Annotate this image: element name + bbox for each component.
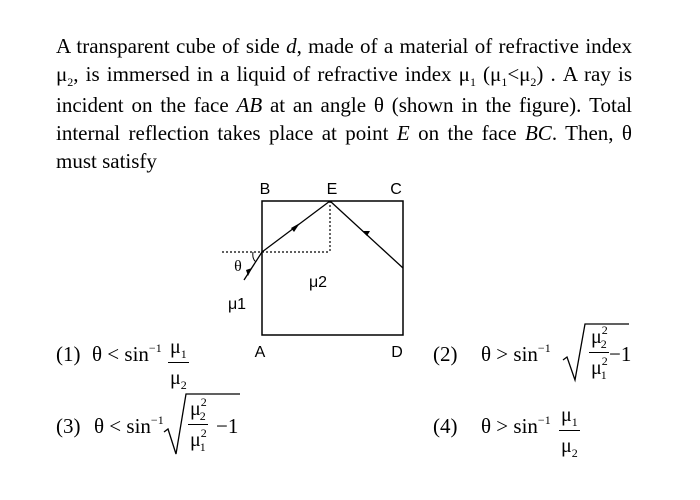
label-c: C (390, 181, 402, 198)
question-part: (μ (475, 62, 502, 86)
mu2-label: μ2 (308, 274, 328, 291)
theta-label: θ (234, 258, 242, 275)
face-ab: AB (236, 93, 263, 117)
question-part: <μ (507, 62, 531, 86)
mu-symbol: μ (190, 429, 201, 451)
fraction-numerator (559, 404, 580, 431)
cube-outline (262, 201, 403, 335)
superscript: 2 (601, 323, 608, 337)
fraction-numerator (168, 336, 189, 363)
fraction-denominator (591, 353, 607, 381)
reflected-arrow-icon (362, 231, 370, 236)
subscript: 2 (600, 337, 607, 351)
question-part: on the face (409, 121, 525, 145)
option-lhs (481, 342, 551, 367)
lhs-text: θ > sin (481, 414, 538, 438)
option-number: (4) (433, 414, 458, 438)
inverse-exponent: −1 (537, 413, 551, 427)
option-lhs (92, 342, 162, 367)
subscript: 2 (571, 446, 578, 460)
label-d: D (391, 344, 403, 361)
radical-fraction (589, 323, 609, 382)
fraction (168, 336, 189, 391)
question-part: . Then, θ must satisfy (56, 121, 632, 173)
question-part: A transparent cube of side (56, 34, 287, 58)
radical-fraction (188, 395, 208, 454)
subscript: 2 (180, 378, 187, 392)
mu1-label: μ1 (227, 296, 247, 313)
fraction-numerator (188, 395, 208, 425)
option-number: (3) (56, 414, 81, 438)
lhs-text: θ < sin (94, 414, 151, 438)
mu-symbol: μ (561, 435, 572, 457)
mu-symbol: μ (591, 357, 602, 379)
fraction-denominator (561, 431, 578, 459)
mu-symbol: μ (170, 367, 181, 389)
label-e: E (326, 181, 338, 198)
side-variable: d (286, 34, 297, 58)
mu-symbol: μ (170, 336, 181, 358)
option-number: (1) (56, 342, 81, 366)
subscript: 1 (600, 368, 607, 382)
fraction (559, 404, 580, 459)
minus-one: −1 (609, 342, 632, 366)
lhs-text: θ > sin (481, 342, 538, 366)
mu-symbol: μ (591, 326, 602, 348)
face-bc: BC (524, 121, 552, 145)
inverse-exponent: −1 (150, 413, 164, 427)
fraction-numerator (589, 323, 609, 353)
fraction-denominator (190, 425, 206, 453)
subscript: 1 (199, 440, 206, 454)
subscript: 1 (571, 415, 578, 429)
minus-one: −1 (216, 414, 239, 438)
superscript: 2 (601, 354, 608, 368)
subscript: 1 (501, 75, 508, 89)
point-e: E (396, 121, 410, 145)
mu-symbol: μ (190, 398, 201, 420)
lhs-text: θ < sin (92, 342, 149, 366)
question-part: index μ (56, 34, 632, 86)
superscript: 2 (200, 426, 207, 440)
inverse-exponent: −1 (148, 341, 162, 355)
subscript: 2 (199, 409, 206, 423)
option-number: (2) (433, 342, 458, 366)
option-lhs (481, 414, 551, 439)
superscript: 2 (200, 395, 207, 409)
question-part: , is immersed in a liquid of refractive index μ (73, 62, 470, 86)
fraction-denominator (170, 363, 187, 391)
inverse-exponent: −1 (537, 341, 551, 355)
label-b: B (259, 181, 271, 198)
question-part: ) (536, 62, 544, 86)
question-part: , made of a material of refractive (296, 34, 579, 58)
question-part: at an angle θ (shown in the figure). Total internal reflection takes place at point (56, 93, 632, 145)
mu-symbol: μ (561, 404, 572, 426)
angle-arc (253, 252, 256, 262)
subscript: 1 (469, 75, 476, 89)
refracted-arrow-icon (291, 223, 300, 232)
option-lhs (94, 414, 164, 439)
subscript: 2 (67, 75, 74, 89)
question-part: . A ray is incident on the face (56, 62, 632, 117)
subscript: 1 (180, 347, 187, 361)
subscript: 2 (530, 75, 537, 89)
label-a: A (254, 344, 266, 361)
